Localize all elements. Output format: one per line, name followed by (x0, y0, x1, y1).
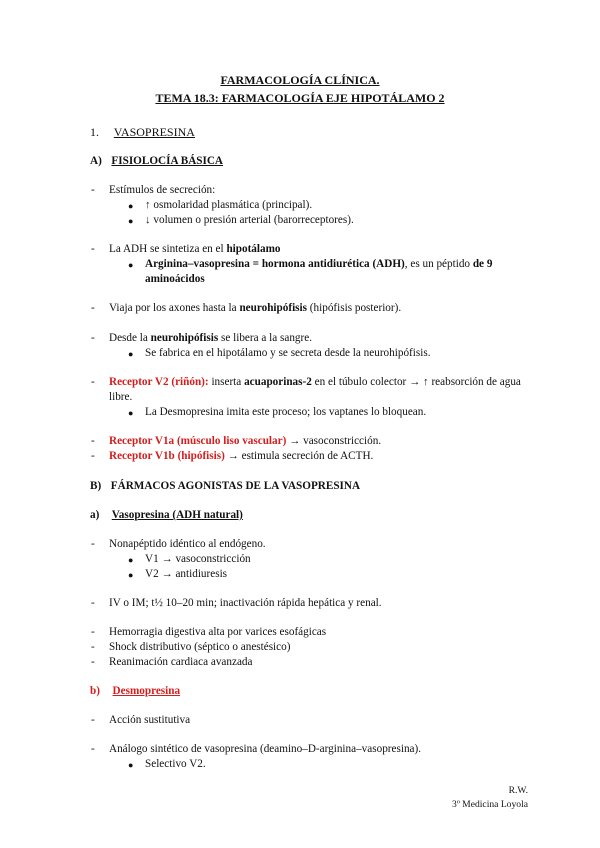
footer-author: R.W. (508, 785, 528, 796)
bullet-icon: ● (128, 260, 134, 270)
release-text: Desde la (109, 332, 151, 344)
v1b-post: → estimula secreción de ACTH. (224, 450, 374, 462)
v2-line (109, 377, 521, 388)
bullet-icon: ● (128, 760, 134, 770)
v2-red: Receptor V2 (riñón): (109, 376, 209, 388)
adh-text: La ADH se sintetiza en el (109, 243, 227, 255)
list-dash: - (91, 743, 95, 755)
travel-post: (hipófisis posterior). (307, 302, 402, 314)
list-dash: - (91, 656, 95, 668)
stimuli-intro: Estímulos de secreción: (109, 184, 216, 196)
adh-bullet-bold2: de 9 (472, 258, 493, 270)
subsection-heading-b (90, 481, 360, 492)
travel-text: Viaja por los axones hasta la (109, 302, 240, 314)
footer-course: 3º Medicina Loyola (452, 799, 528, 810)
use-item: Hemorragia digestiva alta por varices esofágicas (109, 626, 327, 638)
nona-bullet-2: V2 → antidiuresis (145, 568, 228, 580)
release-line (109, 333, 312, 344)
list-dash: - (91, 538, 95, 550)
adh-bold: hipotálamo (226, 243, 281, 255)
release-post: se libera a la sangre. (218, 332, 313, 344)
stimuli-bullet-1: ↑ osmolaridad plasmática (principal). (145, 199, 313, 211)
list-dash: - (91, 450, 95, 462)
drug-heading-b (90, 686, 180, 697)
subsection-label: B) (90, 480, 102, 492)
use-item: Reanimación cardiaca avanzada (109, 656, 253, 668)
bullet-icon: ● (128, 216, 134, 226)
drug-title: Vasopresina (ADH natural) (111, 509, 243, 521)
release-bold: neurohipófisis (150, 332, 219, 344)
v2-line-cont: libre. (109, 391, 133, 403)
bullet-icon: ● (128, 349, 134, 359)
bullet-icon: ● (128, 570, 134, 580)
v1b-red: Receptor V1b (hipófisis) (109, 450, 225, 462)
doc-title-line2: TEMA 18.3: FARMACOLOGÍA EJE HIPOTÁLAMO 2 (155, 91, 445, 105)
travel-bold: neurohipófisis (239, 302, 307, 314)
v2-text: inserta (208, 376, 245, 388)
stimuli-bullet-2: ↓ volumen o presión arterial (barorreceptores). (145, 214, 354, 226)
v2-bold: acuaporinas-2 (244, 376, 312, 388)
v1a-post: → vasoconstricción. (286, 435, 382, 447)
use-item: Shock distributivo (séptico o anestésico) (109, 641, 291, 653)
analog-bullet-1: Selectivo V2. (145, 758, 206, 770)
adh-bullet-bold: Arginina–vasopresina = hormona antidiurética (ADH) (145, 258, 405, 270)
list-dash: - (91, 714, 95, 726)
list-dash: - (91, 435, 95, 447)
adh-bullet-1-cont: aminoácidos (145, 273, 205, 285)
travel-line (109, 303, 401, 314)
analog-line: Análogo sintético de vasopresina (deamino–D-arginina–vasopresina). (109, 743, 422, 755)
drug-label: b) (90, 685, 100, 697)
subsection-title: FÁRMACOS AGONISTAS DE LA VASOPRESINA (110, 480, 361, 492)
section-heading-1 (90, 126, 195, 138)
list-dash: - (91, 597, 95, 609)
list-dash: - (91, 641, 95, 653)
list-dash: - (91, 626, 95, 638)
bullet-icon: ● (128, 408, 134, 418)
adh-bullet-1 (145, 259, 492, 270)
drug-heading-a (90, 510, 243, 521)
section-title: VASOPRESINA (113, 125, 195, 139)
drug-label: a) (90, 509, 100, 521)
subsection-label: A) (90, 155, 102, 167)
route-line: IV o IM; t½ 10–20 min; inactivación rápida hepática y renal. (109, 597, 382, 609)
action-line: Acción sustitutiva (109, 714, 191, 726)
v2-post: en el túbulo colector → ↑ reabsorción de agua (311, 376, 521, 388)
v1a-red: Receptor V1a (músculo liso vascular) (109, 435, 287, 447)
v1a-line (109, 436, 381, 447)
subsection-heading-a (90, 156, 223, 167)
adh-line (109, 244, 281, 255)
v2-bullet-1: La Desmopresina imita este proceso; los vaptanes lo bloquean. (145, 406, 427, 418)
nona-bullet-1: V1 → vasoconstricción (145, 553, 251, 565)
nona-intro: Nonapéptido idéntico al endógeno. (109, 538, 266, 550)
bullet-icon: ● (128, 201, 134, 211)
drug-title: Desmopresina (112, 685, 181, 697)
list-dash: - (91, 184, 95, 196)
bullet-icon: ● (128, 555, 134, 565)
list-dash: - (91, 302, 95, 314)
subsection-title: FISIOLOCÍA BÁSICA (111, 155, 224, 167)
list-dash: - (91, 376, 95, 388)
list-dash: - (91, 243, 95, 255)
adh-bullet-text: , es un péptido (404, 258, 473, 270)
section-number: 1. (90, 125, 99, 139)
v1b-line (109, 451, 373, 462)
doc-title-line1: FARMACOLOGÍA CLÍNICA. (220, 73, 380, 87)
list-dash: - (91, 332, 95, 344)
release-bullet-1: Se fabrica en el hipotálamo y se secreta desde la neurohipófisis. (145, 347, 431, 359)
